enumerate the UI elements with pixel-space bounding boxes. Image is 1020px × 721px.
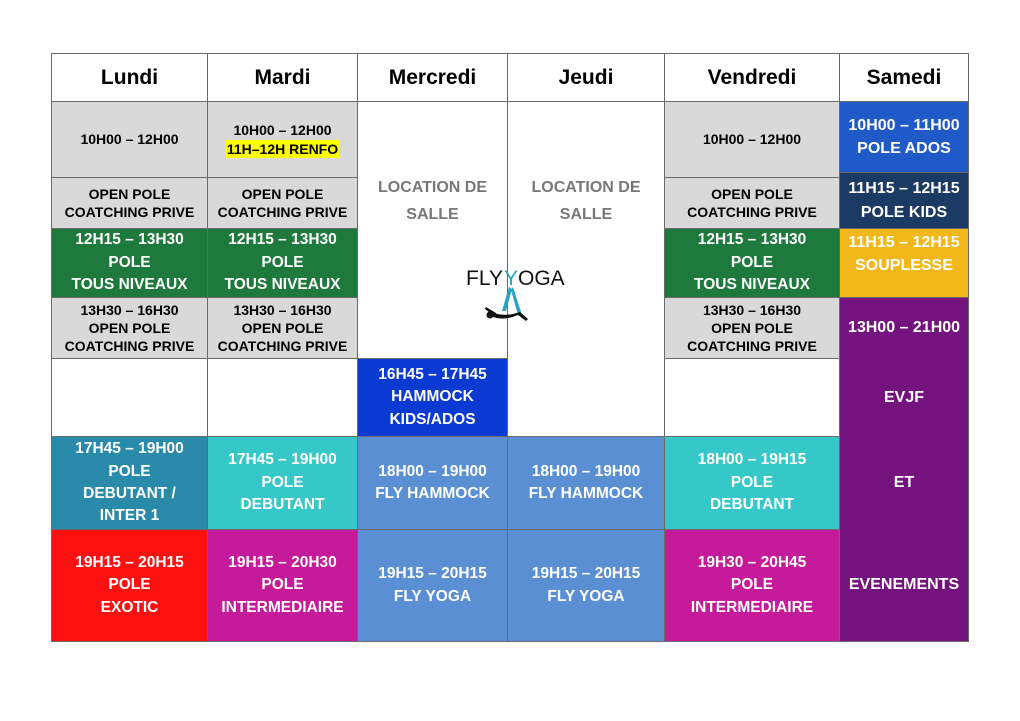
mardi-slot-empty bbox=[207, 358, 358, 437]
vendredi-slot-empty bbox=[664, 358, 840, 437]
slot-line: OPEN POLE bbox=[241, 185, 324, 202]
slot-line: DEBUTANT bbox=[709, 496, 795, 514]
slot-time: 16H45 – 17H45 bbox=[378, 365, 487, 383]
vendredi-slot-intermediaire bbox=[664, 529, 840, 642]
lundi-slot-morning-time bbox=[51, 101, 208, 178]
slot-line: DEBUTANT / bbox=[83, 485, 176, 502]
slot-line: TOUS NIVEAUX bbox=[694, 276, 810, 294]
hammock-right-strap bbox=[511, 287, 522, 315]
slot-line: OPEN POLE bbox=[241, 319, 324, 336]
mercredi-slot-fly-yoga bbox=[357, 529, 508, 642]
jeudi-slot-fly-yoga bbox=[507, 529, 665, 642]
mardi-slot-tous-niveaux bbox=[207, 228, 358, 298]
slot-line: EXOTIC bbox=[100, 598, 159, 616]
fly-yoga-logo bbox=[466, 263, 565, 327]
slot-line: TOUS NIVEAUX bbox=[71, 276, 188, 294]
slot-time: 10H00 – 11H00 bbox=[848, 116, 960, 134]
slot-line: INTER 1 bbox=[99, 507, 160, 525]
event-label: ET bbox=[893, 474, 915, 492]
jeudi-slot-fly-hammock bbox=[507, 436, 665, 530]
mercredi-slot-fly-hammock bbox=[357, 436, 508, 530]
slot-line: POLE bbox=[108, 253, 151, 271]
slot-time: 13H30 – 16H30 bbox=[702, 301, 802, 318]
slot-line: KIDS/ADOS bbox=[389, 410, 476, 428]
slot-line: POLE bbox=[730, 473, 774, 491]
slot-line: POLE bbox=[730, 253, 774, 271]
slot-line: DEBUTANT bbox=[240, 496, 325, 514]
slot-line: COATCHING PRIVE bbox=[64, 204, 195, 220]
mardi-slot-intermediaire bbox=[207, 529, 358, 642]
slot-line: POLE bbox=[108, 462, 151, 480]
lundi-slot-debutant bbox=[51, 436, 208, 530]
event-label: EVJF bbox=[883, 388, 924, 406]
slot-time: 12H15 – 13H30 bbox=[697, 231, 807, 249]
location-line: LOCATION DE bbox=[531, 179, 641, 196]
logo-text-fly: FLY bbox=[466, 267, 503, 290]
header-mercredi: Mercredi bbox=[357, 53, 508, 102]
samedi-et bbox=[839, 436, 969, 530]
mercredi-slot-hammock-kids bbox=[357, 358, 508, 437]
slot-time: 18H00 – 19H00 bbox=[378, 462, 487, 480]
renfo-highlight: 11H–12H RENFO bbox=[226, 140, 339, 157]
slot-time: 10H00 – 12H00 bbox=[233, 122, 332, 139]
slot-line: POLE bbox=[730, 576, 774, 594]
slot-line: COATCHING PRIVE bbox=[217, 204, 348, 220]
lundi-slot-exotic bbox=[51, 529, 208, 642]
slot-time: 11H15 – 12H15 bbox=[848, 234, 960, 251]
mardi-slot-open-pole bbox=[207, 177, 358, 229]
header-lundi: Lundi bbox=[51, 53, 208, 102]
slot-line: OPEN POLE bbox=[88, 185, 171, 202]
slot-time: 19H15 – 20H15 bbox=[531, 565, 641, 583]
slot-line: COATCHING PRIVE bbox=[687, 338, 817, 355]
fly-yoga-logo-graphic bbox=[466, 263, 565, 327]
header-samedi: Samedi bbox=[839, 53, 969, 102]
slot-line: POLE bbox=[261, 576, 304, 594]
samedi-slot-13h-21h bbox=[839, 297, 969, 359]
slot-time: 19H15 – 20H15 bbox=[75, 553, 184, 571]
lundi-slot-empty bbox=[51, 358, 208, 437]
mardi-slot-debutant bbox=[207, 436, 358, 530]
vendredi-slot-debutant bbox=[664, 436, 840, 530]
location-line: LOCATION DE bbox=[377, 179, 488, 196]
slot-line: COATCHING PRIVE bbox=[217, 338, 348, 355]
slot-time: 11H15 – 12H15 bbox=[848, 180, 960, 198]
logo-text-y: Y bbox=[504, 267, 519, 290]
slot-line: OPEN POLE bbox=[88, 319, 171, 336]
event-label: EVENEMENTS bbox=[848, 576, 960, 594]
slot-time: 19H15 – 20H15 bbox=[378, 565, 487, 583]
slot-time: 12H15 – 13H30 bbox=[75, 231, 184, 249]
location-line: SALLE bbox=[406, 206, 459, 224]
mardi-slot-morning-time bbox=[207, 101, 358, 178]
lundi-slot-afternoon bbox=[51, 297, 208, 359]
slot-line: FLY YOGA bbox=[547, 587, 625, 605]
lundi-slot-tous-niveaux bbox=[51, 228, 208, 298]
slot-line: COATCHING PRIVE bbox=[687, 204, 817, 220]
slot-line: TOUS NIVEAUX bbox=[224, 276, 341, 294]
vendredi-slot-open-pole bbox=[664, 177, 840, 229]
slot-time: 19H30 – 20H45 bbox=[697, 553, 807, 571]
slot-time: 19H15 – 20H30 bbox=[228, 553, 337, 571]
slot-time: 18H00 – 19H00 bbox=[531, 462, 641, 480]
samedi-slot-souplesse bbox=[839, 228, 969, 298]
vendredi-slot-tous-niveaux bbox=[664, 228, 840, 298]
logo-text-oga: OGA bbox=[518, 267, 565, 290]
slot-line: INTERMEDIAIRE bbox=[221, 598, 344, 616]
slot-line: POLE ADOS bbox=[857, 140, 951, 157]
slot-line: POLE bbox=[261, 473, 304, 491]
slot-time: 10H00 – 12H00 bbox=[702, 131, 802, 148]
slot-time: 13H30 – 16H30 bbox=[80, 301, 179, 318]
slot-time: 13H00 – 21H00 bbox=[847, 319, 961, 337]
header-mardi: Mardi bbox=[207, 53, 358, 102]
slot-time: 18H00 – 19H15 bbox=[697, 451, 807, 469]
samedi-slot-pole-ados bbox=[839, 101, 969, 173]
yogi-body bbox=[493, 312, 528, 321]
slot-line: FLY HAMMOCK bbox=[375, 485, 490, 502]
slot-line: POLE KIDS bbox=[860, 203, 948, 221]
schedule-table bbox=[51, 53, 969, 642]
vendredi-slot-afternoon bbox=[664, 297, 840, 359]
slot-line: SOUPLESSE bbox=[855, 257, 953, 275]
slot-line: INTERMEDIAIRE bbox=[690, 598, 814, 616]
slot-time: 10H00 – 12H00 bbox=[80, 131, 179, 148]
mardi-slot-afternoon bbox=[207, 297, 358, 359]
samedi-slot-pole-kids bbox=[839, 172, 969, 229]
slot-time: 13H30 – 16H30 bbox=[233, 301, 332, 318]
header-vendredi: Vendredi bbox=[664, 53, 840, 102]
lundi-slot-open-pole bbox=[51, 177, 208, 229]
slot-time: 17H45 – 19H00 bbox=[75, 440, 184, 458]
header-jeudi: Jeudi bbox=[507, 53, 665, 102]
slot-line: POLE bbox=[261, 253, 304, 271]
vendredi-slot-morning-time bbox=[664, 101, 840, 178]
slot-line: POLE bbox=[108, 576, 151, 594]
slot-time: 17H45 – 19H00 bbox=[228, 451, 337, 469]
slot-line: COATCHING PRIVE bbox=[64, 338, 195, 355]
hammock-left-strap bbox=[502, 287, 512, 311]
slot-time: 12H15 – 13H30 bbox=[228, 231, 337, 249]
samedi-evenements bbox=[839, 529, 969, 642]
slot-line: OPEN POLE bbox=[711, 185, 793, 202]
samedi-evjf bbox=[839, 358, 969, 437]
slot-line: FLY YOGA bbox=[393, 587, 472, 605]
location-line: SALLE bbox=[559, 206, 613, 224]
slot-line: OPEN POLE bbox=[711, 319, 793, 336]
slot-line: HAMMOCK bbox=[391, 388, 474, 406]
slot-line: FLY HAMMOCK bbox=[528, 485, 644, 502]
